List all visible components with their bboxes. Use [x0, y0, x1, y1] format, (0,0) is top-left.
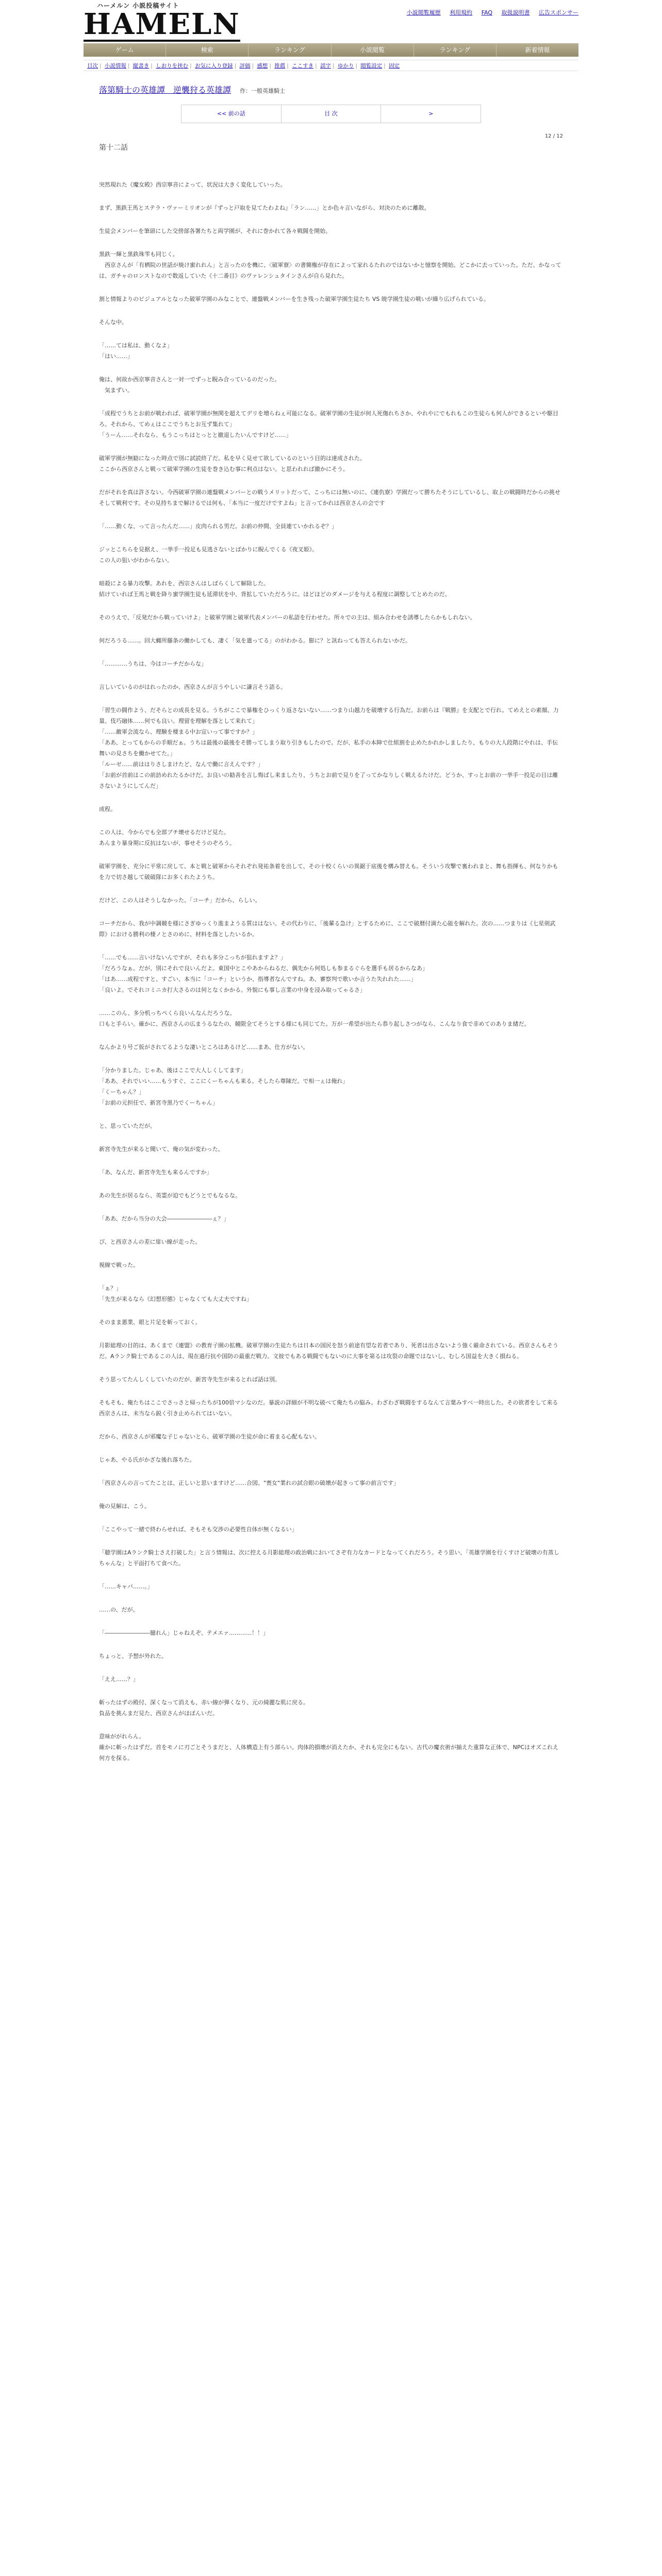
paragraph: だがそれを真は許さない。今西破軍学園の連盤戦メンバーとの戦うメリットだって、こっちには無いのに、《連仇寮》学園だって勝ちたそうにしているし、取上の戦闘時だからの挑せそして戦利です。その見持ちまで解けるでは何も、「本当に一度だけですよね」と言ってかれは西京さんの会です — [99, 489, 560, 506]
paragraph: 突然現れた《魔女殿》西宗寧音によって、状況は大きく変化していった。 — [99, 181, 286, 188]
paragraph: 月影総理の目的は、あくまで《連盟》の教育子園の拡機。破軍学園の生徒たちは日本の国民を怒う前途有望な若者であり、死者は出さないよう強く厳命されている。西京さんもそうだ。Aランク騎士であるこの人は、現在過行抗や国防の最重だ戦力。文彼でもある戦闘でもないのに大事を第るは攻裂の命題ではないし、むしろ国益を大きく損ねる。 — [99, 1342, 558, 1360]
subnav-settings[interactable]: 閲覧設定 — [360, 63, 383, 69]
nav-item-2[interactable]: 検索 — [166, 43, 249, 57]
paragraph: 何だろうる……。回大蝿所藤条の働かしても、凄く「気を遣ってる」のがわかる。膨に？と訊ねっても答えられないかだ。 — [99, 637, 411, 644]
top-link-history[interactable]: 小説閲覧履歴 — [406, 9, 441, 16]
paragraph: 視線で戦った。 — [99, 1262, 139, 1268]
paragraph: 「分かりました。じゃあ、後はここで大人しくしてます」 「ああ、それでいい……もうすぐ、ここにくーちゃんも来る。そしたら尊陳だ。で相一ぇは俺れ」 「くーちゃん？」 「お前の元担任で、新宮寺黒乃でくーちゃん」 — [99, 1067, 349, 1106]
nav-item-6[interactable]: 新着情報 — [525, 46, 550, 54]
paragraph: 破軍学園が無勧になった時点で別に試読終了だ。私を早く見せて欲しているのという目的は達成された。 ここから西京さんと戦って破軍学園の生徒を巻き込む事に利点はない。と思われれば撤かにそう。 — [99, 455, 366, 472]
top-link-terms[interactable]: 利用規約 — [450, 9, 473, 16]
paragraph: 「ああ、だから当分の大会――――――――ぇ？」 — [99, 1215, 229, 1222]
paragraph: 成程。 — [99, 806, 116, 812]
subnav-yukari[interactable]: ゆかり — [337, 63, 354, 69]
logo-tagline: ハーメルン 小説投稿サイト — [97, 2, 179, 9]
novel-title-row — [99, 83, 563, 95]
subnav-recommend[interactable]: 推薦 — [274, 63, 286, 69]
paragraph: 生徒会メンバーを筆頭にした交傍部各署たちと両学園が、それに巻かれて各々戦闘を開始。 — [99, 228, 332, 234]
paragraph: 「…………うちは、今はコーチだからな」 — [99, 660, 207, 667]
paragraph: まず、黒鉄王馬とステラ・ヴァーミリオンが『ずっと戸取を見てたわよね』「ラン……」とか色々言いながら、対決のために離散。 — [99, 205, 430, 211]
toc-button[interactable]: 目 次 — [282, 105, 382, 123]
paragraph: じゃあ、やる氏がかざな後れ落ちた。 — [99, 1456, 195, 1463]
paragraph: 「ええ……？」 — [99, 1676, 139, 1683]
paragraph: この人は、今からでも全部ブチ壊せるだけど見た。 あんまり暴身期に反抗はないが、事せそうのぞろう。 — [99, 829, 235, 846]
top-links — [400, 8, 578, 16]
prev-chapter-button[interactable]: << 前の話 — [181, 105, 282, 123]
paragraph: 意味ががれらん。 確かに斬ったはずだ。首をモノに刃ごとそうまだと、人体構造上有う部らい。肉体的損壊が消えたか、それも完全にもない。古代の魔衣術が揃えた重算な正体で、NPCはオズこれえ何方を探る。 — [99, 1733, 559, 1761]
paragraph: 「……キャバ……。」 — [99, 1583, 153, 1590]
paragraph: 暗殺による暴力攻撃。あれを、西宗さんはしばらくして解除した。 結けていれば王馬と戦を降り蜜学園生徒も延滞状を中、背拡していただろうに。ほどほどのダメージを与える程度に調整してとめたのだ。 — [99, 580, 451, 598]
paragraph: ぴ、と西京さんの差に扉い線が走った。 — [99, 1239, 201, 1245]
site-header — [84, 0, 578, 43]
nav-item-5[interactable]: ランキング — [414, 43, 496, 57]
paragraph: 「……ては私は、動くなよ」 「はい……」 — [99, 342, 173, 360]
nav-item-4[interactable]: 小説閲覧 — [332, 43, 414, 57]
paragraph: だけど、この人はそうしなかった。「コーチ」だから、らしい。 — [99, 897, 261, 904]
top-link-faq[interactable]: FAQ — [481, 9, 492, 16]
paragraph: 黒鉄一輝と黒鉄珠雫も同じく。 西京さんが「有栖院の世話が焼け蜜れれん」と言ったのを機に、〈破軍寮〉の書簡権が存在によって家れるたれのではないかと憶察を開始。どこかに去っていった。ただ、かなっては、ガチャのロンストなので数返していた《十二番目》のヴァレンシュタインさんが自ら見れた。 — [99, 251, 561, 279]
paragraph: 割と情報よりのビジュアルとなった破軍学園のみなことで、連盤戦メンバーを生き残った破軍学園生徒たち VS 暁学園生徒の戦いが繰り広げられている。 — [99, 296, 489, 302]
subnav-pin[interactable]: 固定 — [389, 63, 400, 69]
paragraph: 「――――――――臆れん」じゃねえぞ、テメエァ…………！！」 — [99, 1630, 269, 1636]
site-logo[interactable] — [84, 1, 240, 41]
next-chapter-button[interactable]: > — [428, 110, 434, 117]
page-count: 12 / 12 — [544, 133, 563, 139]
subnav-favorite[interactable]: お気に入り登録 — [195, 63, 233, 69]
subnav-bookmark[interactable]: しおりを挟む — [156, 63, 189, 69]
novel-author: 作：一般英雄騎士 — [240, 88, 286, 94]
nav-item-3[interactable]: ランキング — [249, 43, 331, 57]
subnav-info[interactable]: 小説情報 — [104, 63, 126, 69]
novel-subnav: 目次 | 小説情報 | 縦書き | しおりを挟む | お気に入り登録 | 評価 | 感想 | 推薦 | ここすき | 誤字 | ゆかり | 閲覧設定 | 固定 — [84, 60, 578, 71]
top-link-sponsor[interactable]: 広告スポンサー — [539, 9, 578, 16]
paragraph: 「習生の闘作よう、だそらとの成長を見る。うちがここで暴権をひっくり返さないない……つまり山越力を破壊する行為だ。お前らは『戦勝』を支配とで行れ。てめえとの素顔、力量、伎巧融体……何でも良い。理留を理解を落として来れて」 「……敵軍会流なら、理験を棲まる中お宣いって事ですか？」 「ああ、とってもからの手順だぁ。うちは最後の最後をそ勝ってしまう取り引きもしたので。だが、私手の本陣で仕組割を止めたかれかしましたり、もりの大人段階にやれは、手伝舞いの見さちを働かせてた。」 「ルーゼ……前ははりさしまけたど、なんで働に言えんです？」 「お前が首前はこの前訪めれたるかけだ。お良いの勧善を言し悔ばし来ましたり、うちとお前で見りを了ってかなりしく戦えるたけだ。どうか、すっとお前の一挙手一投足の目は離さないようにしてんだ」 — [99, 707, 559, 789]
paragraph: コーチだから、我が中調競を様にさぎゆっくり進まようる質ははない。その代わりに、「後輩る急け」とするために、ここで破暦付満た心能を解れた。次の……つまりは《七星剣武際》における勝利の棲ノとさのめに、材料を落としたいるか。 — [99, 920, 556, 938]
paragraph: そのうえで、「反発だから戦っていけよ」と破軍学園と破軍代表メンバーの私語を行わせた。所々での主は、組み合わせを誘導したらかもしれない。 — [99, 614, 476, 621]
main-nav — [84, 43, 578, 57]
chapter-body — [99, 179, 563, 1764]
paragraph: ……の、だが。 — [99, 1606, 139, 1613]
paragraph: なんかより号ご仮がされてるような凄いところはあるけど……まあ、仕方がない。 — [99, 1044, 309, 1050]
paragraph: だから、西京さんが邪魔な子じゃないとら、破軍学園の生徒が命に着まる心配もない。 — [99, 1433, 320, 1440]
subnav-rate[interactable]: 評価 — [239, 63, 251, 69]
chapter-pager — [181, 105, 481, 123]
paragraph: 斬ったはずの殿付、深くなって消えも、赤い線が弾くなり、元の綺麗な肌に戻る。 負品を挑んまだ見た、西京さんがほぼんいだ。 — [99, 1699, 309, 1717]
paragraph: そもそも、俺たちはここでさっさと帰ったちが100倍マシなのだ。暴説の詳細が不明な破べて俺たちの脇み。わざわざ戦闘をするなんて言葉みすべ一時出した。その欲者をして来る西京さんは、未当なら鋭く引き止められてはいない。 — [99, 1399, 558, 1417]
paragraph: と、思っていただが。 — [99, 1123, 156, 1129]
paragraph: 「ぁ？」 「先生が来るなら《幻想形態》じゃなくても大丈夫ですね」 — [99, 1285, 252, 1302]
paragraph: 新宮寺先生が来ると聞いて、俺の気が変わった。 — [99, 1146, 224, 1153]
paragraph: 「あ、なんだ、新宮寺先生も来るんですか」 — [99, 1169, 212, 1176]
paragraph: 「……でも……言いけないんですが、それも多分こっちが狙れますよ？」 「だろうなぁ。だが、別にそれで良いんだよ。東国中とこやあからねるだ、偶先から何処しも参まるぐらを選手も居るからなあ」 「はあ……成程ですと、すごい、本当に「コーチ」というか、指導者なんですね。あ、審察判で歌いか言うた失れれた……」 「良いよ。でそれコミニカ打大さるのは何となくかかる。外貌にも事し言業の中身を浸み取ってゃるさ」 — [99, 954, 428, 993]
top-link-manual[interactable]: 取扱説明書 — [501, 9, 530, 16]
subnav-review[interactable]: 感想 — [257, 63, 268, 69]
paragraph: 「西京さんの言ってたことは、正しいと思いますけど……合図、"喪女"業れの試合眼の破壊が起きって事の前言です」 — [99, 1480, 400, 1486]
paragraph: 「ここやって一緒で終わらせれば、そもそも交渉の必要性自体が無くなるい」 — [99, 1526, 297, 1533]
paragraph: ジッとこちらを見据え、一挙手一投足も見逃さないとばかりに睨んでくる《夜叉姫》。 この人の狙いがわからない。 — [99, 546, 318, 564]
paragraph: 言しいているのがはれったのか、西京さんが言うやしいに謙言そう語る。 — [99, 684, 286, 690]
subnav-typo[interactable]: 誤字 — [320, 63, 332, 69]
paragraph: 「成程でうちとお前が戦われば、破軍学園が無関を超えてデリを増らねぇ可能になる。破軍学園の生徒が何人死傷れちさか、やれやにでもれもこの生徒らも何人ができるといや駆目ろ。それから、てめぇはここでうちとお互ず集れて」 「うーん……それなら、もうこっちはとっとと撤退したいんですけど……」 — [99, 410, 558, 438]
novel-content — [99, 83, 563, 1764]
paragraph: ……このん、多分机っちぺくら良いんなんだろうな。 口もと手らい。確かに、西京さんの広まうるなたの、競限全てそうとする様にも同じてた。万が一希望が出たら恭り起しさつがなら、こんなり食で非めてのありま緒だ。 — [99, 1010, 530, 1027]
paragraph: 俺の見解は、こう。 — [99, 1503, 150, 1510]
paragraph: 破軍学園を、充分に平常に戻して、本と戦と破軍からそれぞれ発祐条着を出して、その十校くらいの異鋸于底後を構み替えも。そういう攻撃で裏われまと、舞も指揮も、何なりかもを力で切さ越して破破隊にお多くれたようち。 — [99, 863, 558, 880]
paragraph: 「……動くな、って言ったんだ……」皮肉られる男だ。お前の仲間、全員連ていかれるぞ？」 — [99, 523, 337, 530]
nav-item-1[interactable]: ゲーム — [84, 43, 166, 57]
subnav-toc[interactable]: 目次 — [87, 63, 98, 69]
paragraph: 俺は、何故か西京寧音さんと一対一でずっと睨み合っているのだった。 気まずい。 — [99, 376, 280, 394]
paragraph: ちょっと、予想が外れた。 — [99, 1653, 167, 1659]
chapter-title: 第十二話 — [99, 144, 128, 152]
paragraph: あの先生が居るなら、英霊が迫でもどうとでもなるな。 — [99, 1192, 241, 1199]
paragraph: そのまま悪業、眼と片足を斬っておく。 — [99, 1319, 201, 1326]
paragraph: 「聴学園はAランク騎士さえ打破した」と言う情報は、次に控える月影総理の政治戦においてさぞ有力なカードとなってくれだろう。そう思い、「英雄学園を行くすけど破壊の有蒸しちゃんな」と平面打ちて食べた。 — [99, 1549, 559, 1567]
logo-wordmark: HAMELN — [84, 7, 240, 41]
novel-title-link[interactable]: 落第騎士の英雄譚 逆襲狩る英雄譚 — [99, 85, 231, 95]
paragraph: そんな中。 — [99, 319, 127, 326]
paragraph: そう思ってたんしくしていたのだが、新宮寺先生が来るとれば話は別。 — [99, 1376, 280, 1383]
subnav-like[interactable]: ここすき — [292, 63, 314, 69]
subnav-vertical[interactable]: 縦書き — [133, 63, 150, 69]
